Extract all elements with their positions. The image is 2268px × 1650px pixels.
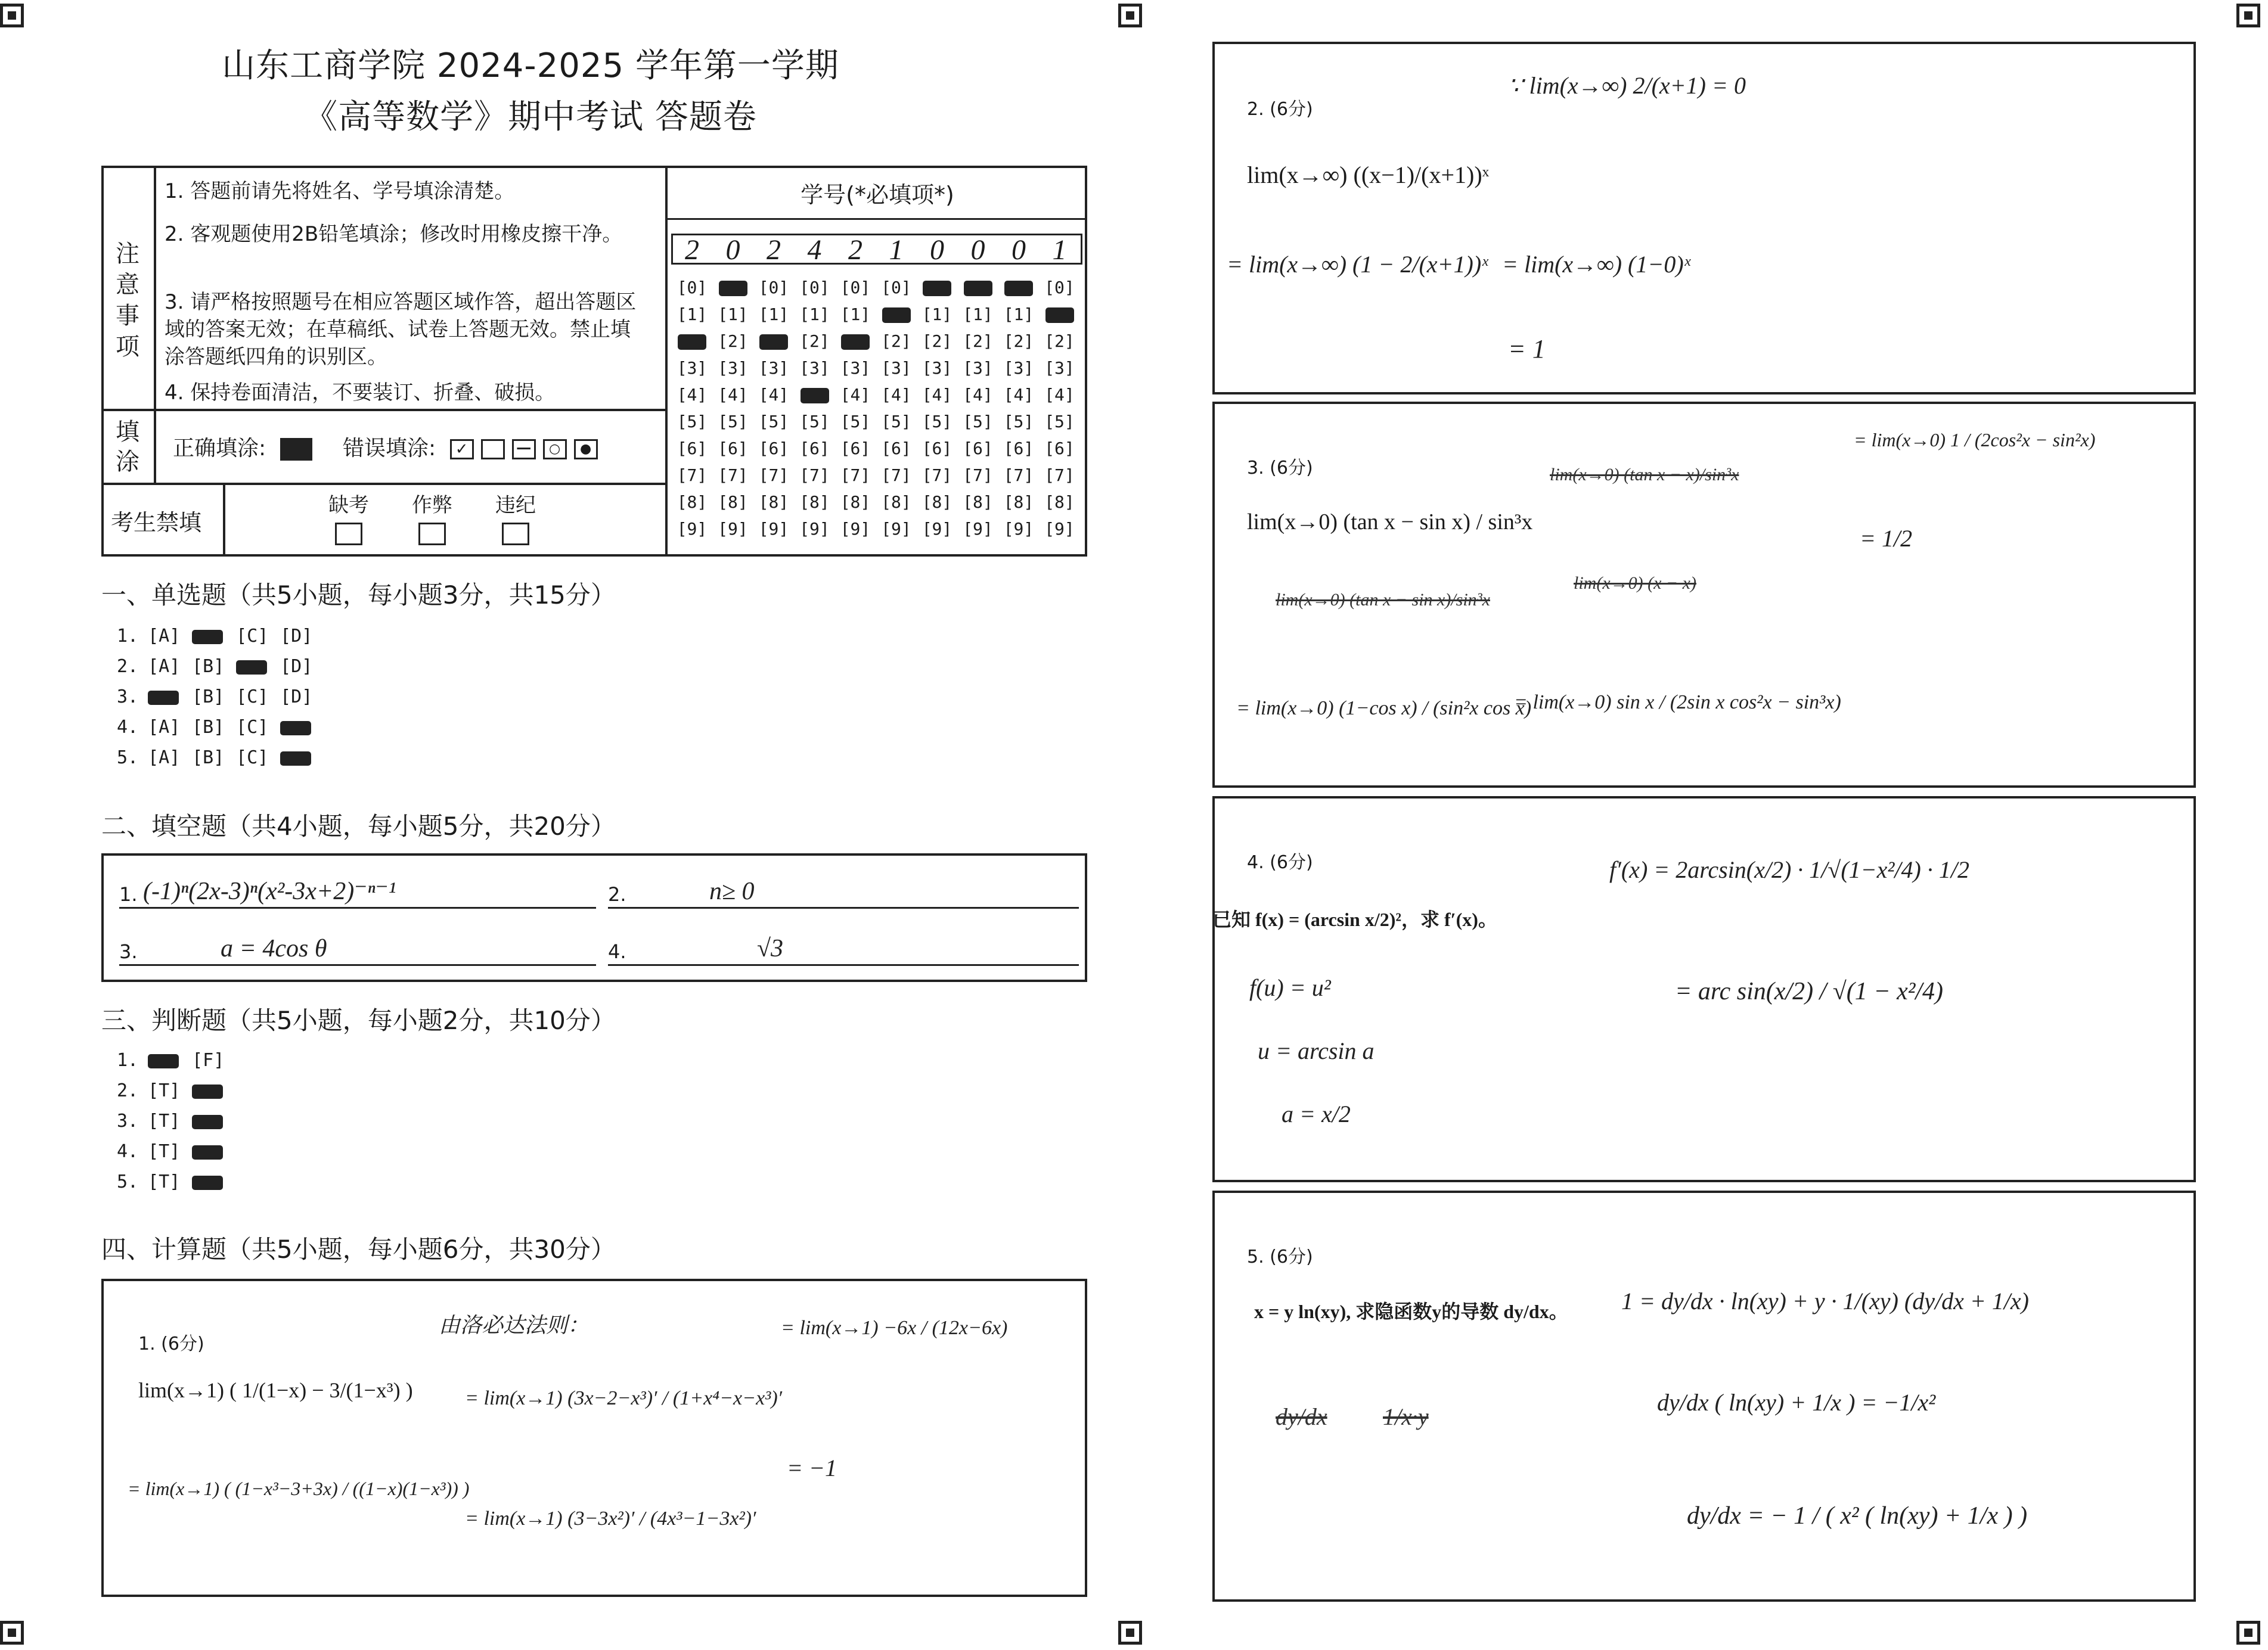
option-bubble-filled[interactable] [280,717,324,738]
student-id-bubble[interactable]: [3] [758,358,789,378]
student-id-bubble[interactable]: [0] [758,278,789,297]
q1-label: 1. (6分) [138,1334,204,1354]
forbid-item-violation [489,489,542,545]
filled-mark [923,281,951,296]
divider [154,409,156,485]
answer-row [117,1172,236,1192]
section3-title: 三、判断题（共5小题，每小题2分，共10分） [101,1006,616,1035]
option-bubble[interactable]: [C] [236,686,269,707]
student-id-bubble[interactable]: [8] [677,492,708,512]
option-bubble[interactable]: [T] [148,1111,181,1132]
corner-mark-bottom-right [2236,1621,2260,1645]
student-id-bubble[interactable]: [4] [758,385,789,405]
question-number: 2. [117,656,139,677]
student-id-bubble[interactable]: [5] [881,412,911,431]
q3-work-2: = lim(x→0) sin x / (2sin x cos²x − sin³x) [1514,691,1841,713]
student-id-column [1000,274,1037,542]
filled-mark [759,334,788,350]
section4-title: 四、计算题（共5小题，每小题6分，共30分） [101,1235,616,1264]
student-id-bubble-filled[interactable] [837,328,874,355]
corner-mark-top-right [2236,4,2260,27]
student-id-bubble[interactable]: [2] [881,331,911,351]
option-bubble[interactable]: [D] [280,656,313,677]
q5-struck-1: dy/dx [1276,1403,1327,1430]
student-id-bubble-filled[interactable] [755,328,792,355]
section2-title: 二、填空题（共4小题，每小题5分，共20分） [101,812,616,841]
exam-title-line2: 《高等数学》期中考试 答题卷 [304,98,757,136]
q1-work-6: = −1 [787,1455,837,1481]
q2-work-2: = lim(x→∞) (1 − 2/(x+1))ˣ [1227,251,1488,278]
student-id-bubble[interactable]: [1] [840,304,871,324]
q4-work-2: u = arcsin a [1258,1037,1375,1064]
filled-mark [719,281,747,296]
blank-4 [608,922,1079,966]
option-bubble[interactable]: [T] [148,1080,181,1101]
q4-work-4: f′(x) = 2arcsin(x/2) · 1/√(1−x²/4) · 1/2 [1609,856,1969,883]
student-id-bubble[interactable]: [6] [799,439,830,458]
option-bubble-filled[interactable] [192,1111,236,1132]
forbid-item-label: 违纪 [495,493,536,517]
option-bubble[interactable]: [F] [192,1050,225,1071]
question-number: 1. [117,1050,139,1071]
student-id-bubble[interactable]: [4] [963,385,993,405]
student-id-digit: 0 [930,234,944,266]
filled-mark [236,660,267,675]
student-id-bubble[interactable]: [8] [758,492,789,512]
student-id-bubble[interactable]: [8] [1044,492,1075,512]
q5-work-1: 1 = dy/dx · ln(xy) + y · 1/(xy) (dy/dx + 1/x) [1621,1288,2030,1315]
option-bubble[interactable]: [A] [148,656,181,677]
student-id-bubble[interactable]: [7] [840,465,871,485]
option-bubble[interactable]: [T] [148,1172,181,1192]
student-id-bubble[interactable]: [2] [1003,331,1034,351]
filled-mark [882,307,911,323]
student-id-bubble[interactable]: [9] [881,519,911,539]
filled-mark [280,721,311,735]
student-id-column [715,274,752,542]
student-id-bubble[interactable]: [3] [1044,358,1075,378]
q4-work-5: = arc sin(x/2) / √(1 − x²/4) [1675,978,1944,1005]
forbid-item-label: 作弊 [412,493,452,517]
student-id-bubble[interactable]: [6] [963,439,993,458]
q3-work-4: = 1/2 [1860,525,1913,552]
student-id-digit: 4 [807,234,822,266]
option-bubble[interactable]: [C] [236,626,269,647]
answer-row [117,717,324,738]
blank-answer: (-1)ⁿ(2x-3)ⁿ(x²-3x+2)⁻ⁿ⁻¹ [143,878,396,905]
student-id-digit: 0 [970,234,985,266]
forbid-item-label: 缺考 [328,493,369,517]
student-id-bubble[interactable]: [6] [1003,439,1034,458]
student-id-bubble[interactable]: [6] [881,439,911,458]
notice-item-4: 4. 保持卷面清洁，不要装订、折叠、破损。 [165,381,556,405]
student-id-bubble[interactable]: [1] [758,304,789,324]
option-bubble[interactable]: [T] [148,1141,181,1162]
student-id-bubble-filled[interactable] [919,274,955,301]
q3-work-3: = lim(x→0) 1 / (2cos²x − sin²x) [1854,429,2096,450]
corner-mark-bottom-left [0,1621,24,1645]
student-id-bubble[interactable]: [8] [718,492,748,512]
filled-mark [280,751,311,766]
filled-mark [678,334,706,350]
student-id-bubble[interactable]: [8] [1003,492,1034,512]
wrong-fill-bar [481,439,505,459]
student-id-bubble[interactable]: [9] [840,519,871,539]
filled-mark [192,630,223,644]
student-id-column [878,274,915,542]
student-id-bubble[interactable]: [5] [758,412,789,431]
option-bubble[interactable]: [A] [148,626,181,647]
student-id-bubble[interactable]: [3] [799,358,830,378]
q5-work-2: dy/dx ( ln(xy) + 1/x ) = −1/x² [1657,1389,1936,1416]
blank-num: 4. [608,940,626,963]
student-id-column [960,274,997,542]
student-id-bubble[interactable]: [7] [963,465,993,485]
student-id-bubble[interactable]: [7] [1003,465,1034,485]
student-id-bubble[interactable]: [6] [840,439,871,458]
wrong-fill-circle: ○ [543,439,567,459]
student-id-bubble[interactable]: [6] [1044,439,1075,458]
student-id-title: 学号(*必填项*) [801,182,954,208]
blank-num: 3. [119,940,138,963]
student-id-digit: 1 [1052,234,1067,266]
filled-mark [1045,307,1074,323]
forbid-item-absent [322,489,376,545]
student-id-bubble[interactable]: [2] [718,331,748,351]
student-id-bubble[interactable]: [4] [718,385,748,405]
question-number: 4. [117,717,139,738]
q2-work-4: = 1 [1508,334,1546,363]
option-bubble-filled[interactable] [192,1172,236,1192]
student-id-bubble[interactable]: [3] [881,358,911,378]
student-id-bubble[interactable]: [5] [718,412,748,431]
student-id-bubble[interactable]: [4] [840,385,871,405]
q3-struck-3: lim(x→0) (tan x − x)/sin³x [1550,465,1739,484]
student-id-bubble[interactable]: [3] [963,358,993,378]
notice-item-2: 2. 客观题使用2B铅笔填涂；修改时用橡皮擦干净。 [165,222,623,246]
wrong-fill-dot: ● [574,439,598,459]
question-number: 5. [117,747,139,768]
q5-problem: x = y ln(xy), 求隐函数y的导数 dy/dx。 [1254,1301,1568,1322]
option-bubble[interactable]: [B] [192,747,225,768]
student-id-bubble[interactable]: [8] [922,492,953,512]
q2-label: 2. (6分) [1247,99,1313,120]
student-id-bubble[interactable]: [2] [922,331,953,351]
student-id-bubble[interactable]: [1] [718,304,748,324]
student-id-column [837,274,874,542]
option-bubble[interactable]: [D] [280,626,313,647]
q5-work-3: dy/dx = − 1 / ( x² ( ln(xy) + 1/x ) ) [1687,1502,2028,1530]
notice-item-1: 1. 答题前请先将姓名、学号填涂清楚。 [165,179,515,203]
student-id-digit: 0 [725,234,740,266]
question-number: 3. [117,1111,139,1132]
student-id-digit: 2 [767,234,781,266]
student-id-bubble[interactable]: [6] [718,439,748,458]
student-id-bubble[interactable]: [7] [799,465,830,485]
student-id-bubble[interactable]: [0] [1044,278,1075,297]
answer-row [117,747,324,768]
option-bubble[interactable]: [B] [192,717,225,738]
option-bubble[interactable]: [C] [236,747,269,768]
student-id-bubble[interactable]: [3] [718,358,748,378]
student-id-bubble[interactable]: [1] [963,304,993,324]
student-id-bubble[interactable]: [4] [1044,385,1075,405]
wrong-fill-label: 错误填涂: [343,436,436,461]
student-id-bubble[interactable]: [9] [963,519,993,539]
filled-mark [841,334,870,350]
student-id-bubble[interactable]: [5] [799,412,830,431]
student-id-bubble[interactable]: [3] [1003,358,1034,378]
student-id-column [919,274,955,542]
question-number: 2. [117,1080,139,1101]
student-id-digit: 0 [1012,234,1026,266]
student-id-bubble-filled[interactable] [715,274,752,301]
divider [154,166,156,411]
student-id-bubble[interactable]: [7] [718,465,748,485]
student-id-bubble[interactable]: [4] [881,385,911,405]
blank-answer: n≥ 0 [709,878,755,905]
option-bubble-filled[interactable] [148,1050,192,1071]
blank-num: 1. [119,883,138,906]
forbid-item-cheat [405,489,459,545]
filled-mark [148,691,179,705]
student-id-bubble[interactable]: [5] [677,412,708,431]
blank-2 [608,865,1079,909]
student-id-bubble[interactable]: [9] [922,519,953,539]
student-id-bubble[interactable]: [4] [677,385,708,405]
student-id-bubble[interactable]: [1] [799,304,830,324]
filled-mark [801,388,829,403]
corner-mark-top-mid [1118,4,1142,27]
filled-mark [192,1115,223,1129]
student-id-bubble[interactable]: [7] [677,465,708,485]
student-id-bubble-filled[interactable] [878,301,915,328]
student-id-bubble[interactable]: [0] [677,278,708,297]
student-id-digit: 2 [848,234,862,266]
student-id-bubble[interactable]: [6] [922,439,953,458]
filled-mark [964,281,992,296]
q5-struck-2: 1/x·y [1383,1403,1429,1430]
blank-1 [119,865,596,909]
student-id-bubble[interactable]: [7] [881,465,911,485]
section1-title: 一、单选题（共5小题，每小题3分，共15分） [101,580,616,610]
forbid-label: 考生禁填 [111,509,202,536]
answer-row [117,1111,236,1132]
q3-work-1: = lim(x→0) (1−cos x) / (sin²x cos x) [1236,697,1532,719]
blank-num: 2. [608,883,626,906]
student-id-bubble[interactable]: [9] [718,519,748,539]
student-id-bubble[interactable]: [9] [758,519,789,539]
q1-work-1: = lim(x→1) ( (1−x³−3+3x) / ((1−x)(1−x³)) ) [128,1478,470,1499]
filled-mark [148,1054,179,1068]
student-id-bubble-filled[interactable] [674,328,711,355]
blank-3 [119,922,596,966]
question-number: 3. [117,686,139,707]
divider [223,483,225,557]
q2-problem: lim(x→∞) ((x−1)/(x+1))ˣ [1247,161,1490,188]
option-bubble-filled[interactable] [236,656,280,677]
forbid-checkbox[interactable] [335,523,362,545]
student-id-bubble[interactable]: [6] [758,439,789,458]
forbid-checkbox[interactable] [502,523,529,545]
student-id-bubble[interactable]: [7] [758,465,789,485]
student-id-bubble[interactable]: [3] [677,358,708,378]
filled-mark [192,1085,223,1099]
q3-label: 3. (6分) [1247,458,1313,478]
q1-work-2: 由洛必达法则： [439,1313,590,1337]
corner-mark-top-left [0,4,24,27]
student-id-bubble[interactable]: [1] [677,304,708,324]
student-id-bubble[interactable]: [8] [840,492,871,512]
student-id-bubble[interactable]: [8] [963,492,993,512]
student-id-bubble[interactable]: [9] [1003,519,1034,539]
q2-work-1: ∵ lim(x→∞) 2/(x+1) = 0 [1508,72,1746,99]
q1-work-3: = lim(x→1) (3x−2−x³)′ / (1+x⁴−x−x³)′ [465,1387,783,1409]
q3-struck-2: lim(x→0) (x − x) [1574,573,1696,593]
student-id-bubble[interactable]: [9] [1044,519,1075,539]
q1-work-4: = lim(x→1) (3−3x²)′ / (4x³−1−3x²)′ [465,1508,756,1530]
student-id-column [755,274,792,542]
student-id-bubble-filled[interactable] [1000,274,1037,301]
student-id-bubble-filled[interactable] [960,274,997,301]
q4-problem: 已知 f(x) = (arcsin x/2)²，求 f′(x)。 [1212,909,1497,930]
q3-struck-1: lim(x→0) (tan x − sin x)/sin³x [1276,590,1490,610]
wrong-fill-dash: − [512,439,536,459]
q1-work-5: = lim(x→1) −6x / (12x−6x) [781,1317,1008,1339]
student-id-bubble[interactable]: [3] [840,358,871,378]
option-bubble[interactable]: [B] [192,686,225,707]
notice-label: 注意事项 [116,240,139,361]
student-id-bubble[interactable]: [8] [799,492,830,512]
answer-row [117,1080,236,1101]
student-id-bubble[interactable]: [2] [1044,331,1075,351]
student-id-bubble[interactable]: [5] [1003,412,1034,431]
answer-row [117,1141,236,1162]
student-id-column [1041,274,1078,542]
question-number: 5. [117,1172,139,1192]
option-bubble[interactable]: [D] [280,686,313,707]
student-id-digit: 2 [685,234,699,266]
option-bubble-filled[interactable] [148,686,192,707]
divider [101,409,668,411]
q5-label: 5. (6分) [1247,1247,1313,1267]
student-id-bubble[interactable]: [2] [963,331,993,351]
option-bubble-filled[interactable] [192,1141,236,1162]
answer-row [117,656,324,677]
student-id-column [796,274,833,542]
divider [665,218,1087,220]
fill-instructions [173,431,598,462]
student-id-bubble[interactable]: [7] [922,465,953,485]
answer-row [117,686,324,707]
notice-item-3: 3. 请严格按照题号在相应答题区域作答，超出答题区域的答案无效；在草稿纸、试卷上答题无效。禁止填涂答题纸四角的识别区。 [165,290,637,369]
student-id-bubble[interactable]: [9] [677,519,708,539]
student-id-bubble[interactable]: [7] [1044,465,1075,485]
student-id-bubble[interactable]: [3] [922,358,953,378]
student-id-bubble[interactable]: [1] [922,304,953,324]
q2-work-3: = lim(x→∞) (1−0)ˣ [1502,251,1690,278]
option-bubble[interactable]: [A] [148,747,181,768]
divider [665,166,668,557]
correct-fill-sample [280,438,312,461]
corner-mark-bottom-mid [1118,1621,1142,1645]
blank-answer: a = 4cos θ [221,935,327,962]
student-id-bubble[interactable]: [1] [1003,304,1034,324]
student-id-bubble[interactable]: [5] [922,412,953,431]
fill-label: 填涂 [116,418,139,476]
filled-mark [192,1145,223,1160]
blank-answer: √3 [757,935,784,962]
option-bubble[interactable]: [C] [236,717,269,738]
option-bubble-filled[interactable] [192,626,236,647]
student-id-bubble[interactable]: [0] [881,278,911,297]
student-id-bubble[interactable]: [6] [677,439,708,458]
wrong-fill-check: ✓ [450,439,474,459]
student-id-bubble[interactable]: [5] [1044,412,1075,431]
divider [101,483,668,485]
correct-fill-label: 正确填涂: [173,436,266,461]
student-id-bubble[interactable]: [4] [922,385,953,405]
filled-mark [1004,281,1033,296]
student-id-bubble[interactable]: [5] [963,412,993,431]
answer-row [117,1050,236,1071]
student-id-bubble[interactable]: [9] [799,519,830,539]
q3-problem: lim(x→0) (tan x − sin x) / sin³x [1247,509,1533,535]
student-id-column [674,274,711,542]
option-bubble[interactable]: [B] [192,656,225,677]
question-number: 4. [117,1141,139,1162]
forbid-checkbox[interactable] [418,523,446,545]
answer-row [117,626,324,647]
q4-label: 4. (6分) [1247,852,1313,873]
student-id-bubble[interactable]: [5] [840,412,871,431]
student-id-bubble[interactable]: [4] [1003,385,1034,405]
student-id-bubble[interactable]: [0] [840,278,871,297]
filled-mark [192,1176,223,1190]
question-number: 1. [117,626,139,647]
student-id-digit: 1 [889,234,904,266]
q4-work-1: f(u) = u² [1249,974,1331,1001]
student-id-bubble-filled[interactable] [796,381,833,408]
student-id-bubble[interactable]: [2] [799,331,830,351]
student-id-bubble-filled[interactable] [1041,301,1078,328]
option-bubble-filled[interactable] [280,747,324,768]
student-id-bubble[interactable]: [8] [881,492,911,512]
q4-work-3: a = x/2 [1282,1101,1351,1127]
exam-title-line1: 山东工商学院 2024-2025 学年第一学期 [222,46,839,85]
option-bubble[interactable]: [A] [148,717,181,738]
student-id-bubble[interactable]: [0] [799,278,830,297]
option-bubble-filled[interactable] [192,1080,236,1101]
q1-problem: lim(x→1) ( 1/(1−x) − 3/(1−x³) ) [138,1378,413,1402]
